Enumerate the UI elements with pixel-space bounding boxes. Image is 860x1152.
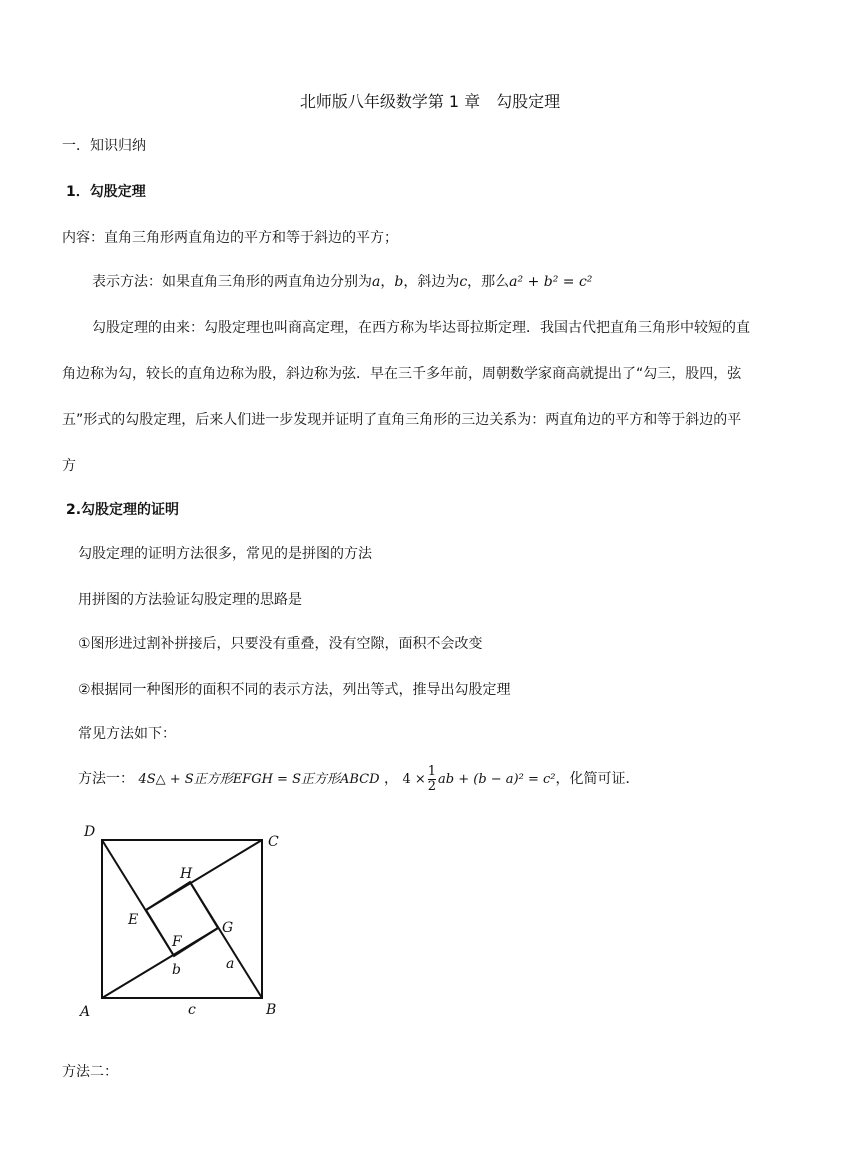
- method-one-line: 方法一： 4S△ + S正方形EFGH = S正方形ABCD ， 4 × $\frac{1}{2}$ ab + (b − a)² = c²，化简可证．: [78, 763, 640, 794]
- origin-paragraph-line-3: 五”形式的勾股定理，后来人们进一步发现并证明了直角三角形的三边关系为：两直角边的平方和等于斜边的平: [62, 412, 742, 428]
- fraction-one-half: [428, 765, 436, 794]
- multiplier: 4 ×: [402, 772, 426, 787]
- label-b: B: [266, 1002, 277, 1018]
- label-f: F: [172, 934, 182, 950]
- method-one-conclusion: ，化简可证．: [555, 771, 640, 787]
- representation-text: 表示方法：如果直角三角形的两直角边分别为: [92, 274, 372, 290]
- label-g: G: [222, 920, 234, 936]
- page-title: 北师版八年级数学第 1 章 勾股定理: [299, 92, 561, 111]
- label-h: H: [180, 866, 193, 882]
- then-text: ，那么: [467, 274, 510, 290]
- theorem-content: 内容：直角三角形两直角边的平方和等于斜边的平方；: [62, 230, 398, 246]
- origin-paragraph-line-4: 方: [62, 458, 76, 474]
- representation-line: [92, 272, 592, 292]
- section-heading: 一．知识归纳: [62, 138, 146, 154]
- pythagorean-square-figure: [70, 820, 310, 1030]
- subsection-heading-proof: 2.勾股定理的证明: [66, 502, 180, 518]
- var-b: b: [394, 274, 404, 290]
- proof-paragraph: 勾股定理的证明方法很多，常见的是拼图的方法: [78, 546, 372, 562]
- outer-square-abcd: [102, 840, 262, 998]
- area-equation: 4S△ + S正方形EFGH = S正方形ABCD: [138, 772, 380, 787]
- origin-paragraph-line-2: 角边称为勾，较长的直角边称为股，斜边称为弦．早在三千多年前，周朝数学家商高就提出了“勾三，股四，弦: [62, 366, 742, 382]
- fraction-numerator: 1: [427, 763, 437, 779]
- subsection-heading: 1．勾股定理: [66, 184, 146, 200]
- method-two-label: 方法二：: [62, 1064, 118, 1080]
- inner-square-efgh: [146, 882, 218, 956]
- separator: ，斜边为: [403, 274, 460, 290]
- var-a: a: [372, 274, 381, 290]
- label-side-c: c: [188, 1002, 196, 1018]
- proof-paragraph: 用拼图的方法验证勾股定理的思路是: [78, 592, 302, 608]
- pythagorean-formula: a² + b² = c²: [509, 274, 593, 290]
- var-c: c: [459, 274, 468, 290]
- methods-intro: 常见方法如下：: [78, 726, 176, 742]
- label-side-b: b: [172, 962, 181, 978]
- method-one-label: 方法一：: [78, 771, 134, 787]
- label-side-a: a: [226, 956, 235, 972]
- fraction-denominator: 2: [427, 778, 437, 794]
- proof-step-1: ①图形进过割补拼接后，只要没有重叠，没有空隙，面积不会改变: [78, 636, 483, 652]
- origin-paragraph-line-1: 勾股定理的由来：勾股定理也叫商高定理，在西方称为毕达哥拉斯定理．我国古代把直角三角形中较短的直: [92, 320, 750, 336]
- proof-step-2: ②根据同一种图形的面积不同的表示方法，列出等式，推导出勾股定理: [78, 682, 511, 698]
- label-c: C: [268, 834, 279, 850]
- label-d: D: [84, 824, 96, 840]
- label-e: E: [128, 912, 139, 928]
- algebraic-equation: ab + (b − a)² = c²: [438, 772, 556, 787]
- separator: ，: [380, 274, 395, 290]
- label-a: A: [80, 1004, 91, 1020]
